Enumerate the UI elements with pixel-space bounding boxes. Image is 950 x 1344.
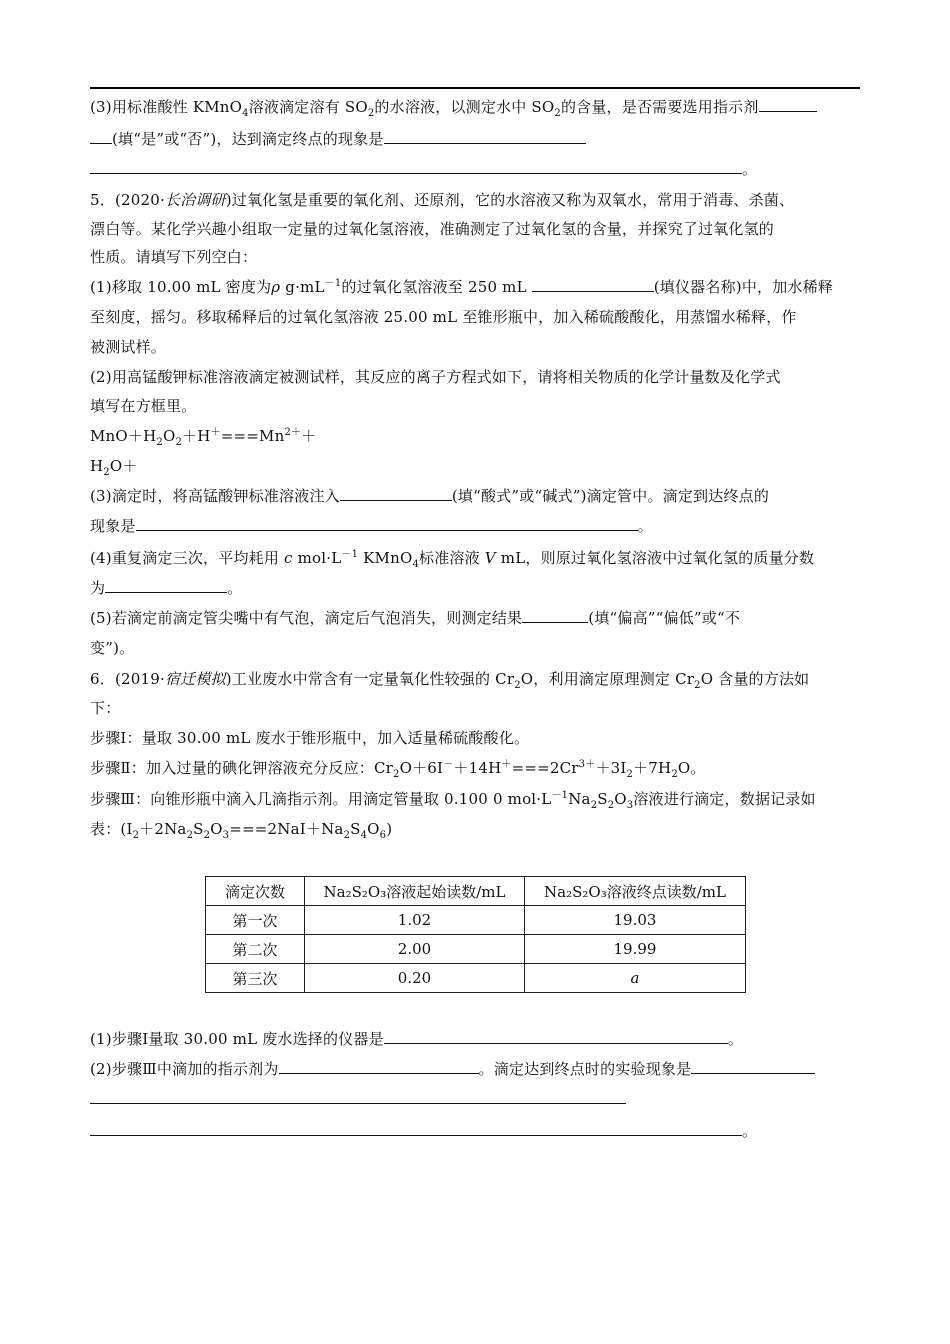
q5-5-line-2: 变”)。 [90,639,135,657]
table-cell: 19.99 [525,935,746,964]
answer-blank[interactable] [691,1059,815,1074]
table-cell: 第二次 [206,935,305,964]
header-rule [90,87,860,89]
table-row [206,935,746,964]
q6-2-line-1: (2)步骤Ⅲ中滴加的指示剂为 。滴定达到终点时的实验现象是 [90,1058,860,1080]
answer-blank[interactable] [90,1121,742,1136]
answer-blank[interactable] [532,277,654,292]
table-cell: 第三次 [206,964,305,993]
table-cell: 2.00 [305,935,525,964]
table-cell: 第一次 [206,906,305,935]
answer-blank[interactable] [90,129,112,144]
table-cell: 19.03 [525,906,746,935]
equation-line-2: $H_2O+$ [90,457,138,478]
q3-line-2: (填“是”或“否”)，达到滴定终点的现象是 [90,128,860,150]
q3-line-1: (3)用标准酸性 KMnO$_4$溶液滴定溶有 $SO_2$的水溶液，以测定水中 $SO_2$的含量，是否需要选用指示剂 [90,96,860,118]
q5-1-line-3: 被测试样。 [90,338,167,356]
q5-2-line-1: (2)用高锰酸钾标准溶液滴定被测试样，其反应的离子方程式如下，请将相关物质的化学计量数及化学式 [90,368,781,386]
q5-5-line-1: (5)若滴定前滴定管尖嘴中有气泡，滴定后气泡消失，则测定结果 (填“偏高”“偏低”或“不 [90,609,741,627]
answer-blank[interactable] [105,578,227,593]
table-header: Na₂S₂O₃溶液终点读数/mL [525,877,746,906]
answer-blank[interactable] [522,608,588,623]
q5-line-2: 漂白等。某化学兴趣小组取一定量的过氧化氢溶液，准确测定了过氧化氢的含量，并探究了过氧化氢的 [90,220,775,238]
q5-line-1: 5．(2020·长治调研)过氧化氢是重要的氧化剂、还原剂，它的水溶液又称为双氧水，常用于消毒、杀菌、 [90,191,795,209]
answer-blank[interactable] [759,97,817,112]
answer-blank[interactable] [384,1029,728,1044]
table-cell: 0.20 [305,964,525,993]
table-header: Na₂S₂O₃溶液起始读数/mL [305,877,525,906]
answer-blank[interactable] [136,516,638,531]
table-row [206,906,746,935]
step-3-line-1: 步骤Ⅲ：向锥形瓶中滴入几滴指示剂。用滴定管量取 0.100 0 $mol\cdot L^{-1}Na_2S_2O_3$溶液进行滴定，数据记录如 [90,790,816,811]
q6-2-line-3: 。 [90,1120,860,1142]
step-3-line-2: 表：$(I_2+2Na_2S_2O_3===2NaI+Na_2S_4O_6)$ [90,820,393,841]
answer-blank[interactable] [90,159,742,174]
q6-line-2: 下： [90,699,121,717]
step-2: 步骤Ⅱ：加入过量的碘化钾溶液充分反应：$Cr_2O+6I^-+14H^+===2Cr^{3+}+3I_2+7H_2O$。 [90,759,706,780]
table-row [206,964,746,993]
equation-line-1: $MnO+H_2O_2+H^+===Mn^{2+}+$ [90,427,317,448]
step-1: 步骤Ⅰ：量取 30.00 mL 废水于锥形瓶中，加入适量稀硫酸酸化。 [90,729,530,747]
q5-3-line-1: (3)滴定时，将高锰酸钾标准溶液注入 (填“酸式”或“碱式”)滴定管中。滴定到达终点的 [90,487,770,505]
q5-1-line-2: 至刻度，摇匀。移取稀释后的过氧化氢溶液 25.00 mL 至锥形瓶中，加入稀硫酸酸化，用蒸馏水稀释，作 [90,308,797,326]
q5-1-line-1: (1)移取 10.00 mL 密度为ρ $g\cdot mL^{-1}$的过氧化氢溶液至 250 mL (填仪器名称)中，加水稀释 [90,278,834,296]
q5-3-line-2: 现象是 。 [90,517,653,535]
table-header-row [206,877,746,906]
q5-2-line-2: 填写在方框里。 [90,397,197,415]
q5-4-line-1: (4)重复滴定三次，平均耗用 c $mol\cdot L^{-1}$ KMnO$_4$标准溶液 V mL，则原过氧化氢溶液中过氧化氢的质量分数 [90,549,815,570]
q5-4-line-2: 为 。 [90,579,243,597]
q3-line-3: 。 [90,158,860,180]
table-cell: 1.02 [305,906,525,935]
q5-line-3: 性质。请填写下列空白： [90,248,258,266]
q6-2-line-2 [90,1088,860,1110]
q6-1: (1)步骤Ⅰ量取 30.00 mL 废水选择的仪器是 。 [90,1030,744,1048]
answer-blank[interactable] [279,1059,479,1074]
answer-blank[interactable] [90,1089,626,1104]
titration-table [205,876,746,993]
answer-blank[interactable] [384,129,586,144]
answer-blank[interactable] [340,486,452,501]
table-cell: a [525,964,746,993]
q6-line-1: 6．(2019·宿迁模拟)工业废水中常含有一定量氧化性较强的 $Cr_2O$，利用滴定原理测定 $Cr_2O$ 含量的方法如 [90,670,810,691]
table-header: 滴定次数 [206,877,305,906]
